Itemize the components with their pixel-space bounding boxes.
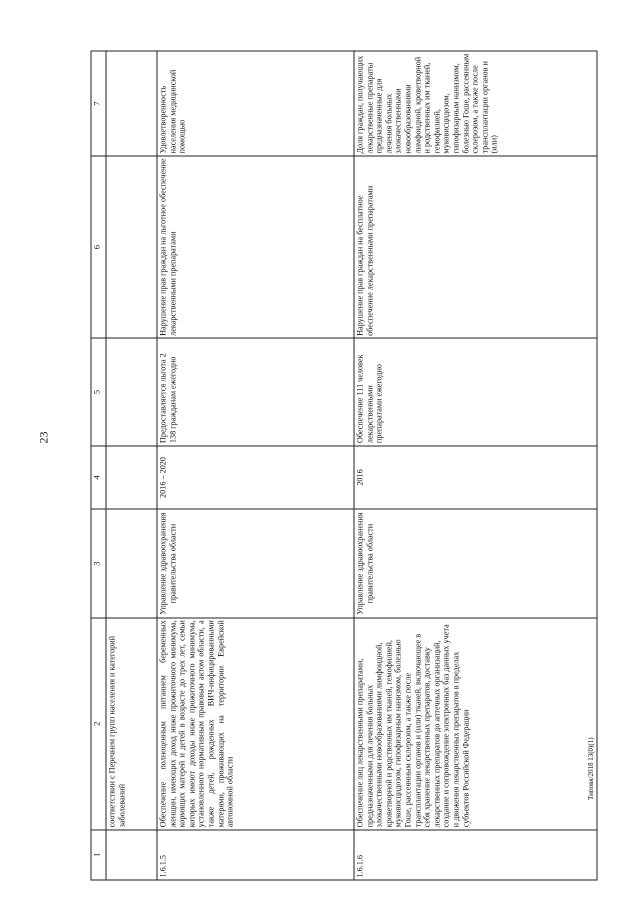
cell-note: Удовлетворенность населения медицинской помощью xyxy=(157,51,354,156)
cell-period: 2016 xyxy=(354,445,597,509)
cell-consequences: Нарушение прав граждан на льготное обеспечение лекарственными препаратами xyxy=(157,155,354,337)
cell-empty xyxy=(106,445,157,509)
cell-result: Обеспечение 111 человек лекарственными препаратами ежегодно xyxy=(354,338,597,445)
cell-number: 1.6.1.6 xyxy=(354,829,597,879)
header-col-3: 3 xyxy=(91,509,106,617)
table-row xyxy=(157,51,354,880)
cell-executor: Управление здравоохранения правительства области xyxy=(157,509,354,617)
cell-description: Обеспечение полноценным питанием беременных женщин, имеющих доход ниже прожиточного минимума, кормящих матерей и детей в возрасте до трех лет, семьи которых имеют доходы ниже прожиточного минимума, установленного нормативным правовым актом области, а также детей, рожденных ВИЧ-инфицированными матерями, проживающих на территории Еврейской автономной области xyxy=(157,617,354,829)
rotated-table-wrapper xyxy=(90,50,605,880)
header-col-7: 7 xyxy=(91,51,106,156)
cell-period: 2016 – 2020 xyxy=(157,445,354,509)
page-number: 23 xyxy=(36,431,51,444)
header-col-6: 6 xyxy=(91,155,106,337)
cell-number: 1.6.1.5 xyxy=(157,829,354,879)
table-row xyxy=(354,51,597,880)
cell-description: Обеспечение лиц лекарственными препаратами, предназначенными для лечения больных злокачественными новообразованиями лимфоидной, кроветворной и родственных им тканей, гемофилией, муковисцидозом, гипофизарным нанизмом, болезнью Гоше, рассеянным склерозом, а также после трансплантации органов и (или) тканей, включающее в себя хранение лекарственных препаратов, доставку лекарственных препаратов до аптечных организаций, создание и сопровождение электронных баз данных учета и движения лекарственных препаратов в пределах субъектов Российской Федерации xyxy=(354,617,597,829)
cell-executor: Управление здравоохранения правительства области xyxy=(354,509,597,617)
header-row xyxy=(91,51,106,880)
cell-empty xyxy=(106,51,157,156)
cell-note: Доля граждан, получающих лекарственные препараты предназначенные для лечения больных злокачественными новообразованиями лимфоидной, кроветворной и родственных им тканей, гемофилией, муковисцидозом, гипофизарным нанизмом, болезнью Гоше, рассеянным склерозом, а также после трансплантации органов и (или) xyxy=(354,51,597,156)
cell-result: Предоставляется льгота 2 138 гражданам ежегодно xyxy=(157,338,354,445)
table-row-continuation xyxy=(106,51,157,880)
program-measures-table xyxy=(90,50,597,880)
footer-code: Типовя/2018 13(0)(1) xyxy=(587,737,595,800)
document-sheet xyxy=(90,50,605,880)
header-col-5: 5 xyxy=(91,338,106,445)
cell-empty xyxy=(106,829,157,879)
cell-empty xyxy=(106,509,157,617)
cell-empty xyxy=(106,155,157,337)
header-col-4: 4 xyxy=(91,445,106,509)
cell-empty xyxy=(106,338,157,445)
cell-continuation-text: соответствии с Перечнем групп населения и категорий заболеваний xyxy=(106,617,157,829)
header-col-1: 1 xyxy=(91,829,106,879)
cell-consequences: Нарушение прав граждан на бесплатное обеспечение лекарственными препаратами xyxy=(354,155,597,337)
header-col-2: 2 xyxy=(91,617,106,829)
